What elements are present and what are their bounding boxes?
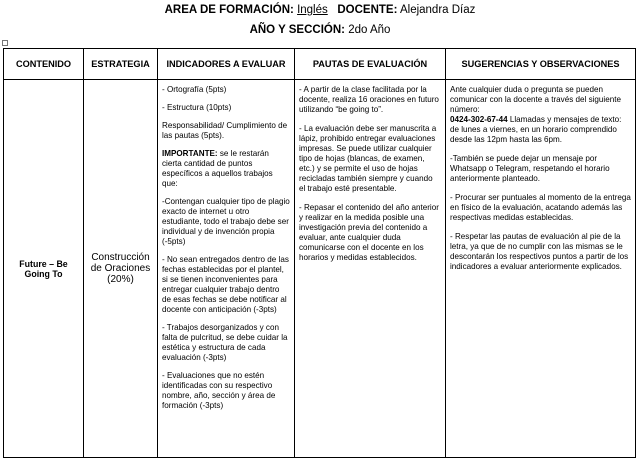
sugerencia-puntuales: - Procurar ser puntuales al momento de la entrega en físico de la evaluación, acatando además las respectivas medidas establecidas. — [450, 193, 631, 222]
indicador-ortografia: - Ortografía (5pts) — [162, 85, 227, 94]
indicador-desorganizados: - Trabajos desorganizados y con falta de pulcritud, se debe cuidar la estética y estructura de cada evaluación (-3pts) — [162, 323, 288, 362]
importante-label: IMPORTANTE: — [162, 149, 218, 158]
sugerencia-mensajes: -También se puede dejar un mensaje por Whatsapp o Telegram, respetando el horario anteriormente planteado. — [450, 154, 610, 183]
sugerencia-intro: Ante cualquier duda o pregunta se pueden comunicar con la docente a través del siguiente número: — [450, 85, 621, 114]
indicador-estructura: - Estructura (10pts) — [162, 103, 232, 112]
area-label: AREA DE FORMACIÓN: — [164, 4, 294, 16]
col-header-indicadores: INDICADORES A EVALUAR — [158, 49, 295, 80]
evaluation-table — [3, 48, 636, 458]
col-header-contenido: CONTENIDO — [4, 49, 84, 80]
col-header-sugerencias: SUGERENCIAS Y OBSERVACIONES — [446, 49, 636, 80]
indicador-fechas: - No sean entregados dentro de las fechas establecidas por el plantel, si se tienen inconvenientes para entregar cualquier trabajo dentro de esas fechas se debe notificar al docente con anticipación (-3pts) — [162, 255, 289, 314]
sugerencias-cell — [446, 80, 636, 458]
header-line-anio — [0, 24, 640, 36]
estrategia-name: Construcción de Oraciones — [90, 252, 151, 274]
estrategia-weight: (20%) — [107, 274, 134, 285]
docente-label: DOCENTE: — [337, 4, 398, 16]
pauta-item: - Repasar el contenido del año anterior y realizar en la medida posible una investigación previa del contenido a evaluar, ante cualquier duda comunicarse con el docente en los horarios y medidas establecidos. — [299, 203, 439, 262]
col-header-pautas: PAUTAS DE EVALUACIÓN — [295, 49, 446, 80]
importante-text: se le restarán cierta cantidad de puntos específicos a aquellos trabajos que: — [162, 149, 273, 188]
sugerencia-respetar: - Respetar las pautas de evaluación al pie de la letra, ya que de no cumplir con las mismas se le descontarán los respectivos puntos a partir de los indicadores a evaluar anteriormente explicados. — [450, 232, 629, 271]
col-header-estrategia: ESTRATEGIA — [84, 49, 158, 80]
phone-number: 0424-302-67-44 — [450, 115, 508, 124]
estrategia-cell — [84, 80, 158, 458]
table-row — [4, 80, 636, 458]
pauta-item: - La evaluación debe ser manuscrita a lápiz, prohibido entregar evaluaciones impresas. Se puede utilizar cualquier tipo de hojas (blancas, de examen, etc.) y se permite el uso de hojas recicladas también siempre y cuando el trabajo esté presentable. — [299, 124, 437, 193]
indicadores-cell — [158, 80, 295, 458]
indicador-plagio: -Contengan cualquier tipo de plagio exacto de internet u otro estudiante, todo el trabajo debe ser individual y de invención propia (-5pts) — [162, 197, 290, 246]
header-line-area-docente — [0, 4, 640, 16]
anio-label: AÑO Y SECCIÓN: — [249, 24, 345, 36]
pautas-cell — [295, 80, 446, 458]
docente-value: Alejandra Díaz — [399, 4, 476, 16]
area-value: Inglés — [297, 4, 328, 16]
sugerencia-horario: Llamadas y mensajes de texto: de lunes a viernes, en un horario comprendido desde las 12pm hasta las 6pm. — [450, 115, 622, 144]
indicador-importante — [162, 149, 290, 189]
contenido-cell: Future – Be Going To — [4, 80, 84, 458]
indicador-identificadas: - Evaluaciones que no estén identificadas con su respectivo nombre, año, sección y área de formación (-3pts) — [162, 371, 276, 410]
pauta-item: - A partir de la clase facilitada por la docente, realiza 16 oraciones en futuro utilizando “be going to”. — [299, 85, 439, 114]
anio-value: 2do Año — [348, 24, 391, 36]
indicador-responsabilidad: Responsabilidad/ Cumplimiento de las pautas (5pts). — [162, 121, 288, 140]
table-header-row — [4, 49, 636, 80]
sugerencia-contacto — [450, 85, 631, 145]
table-move-handle-icon[interactable] — [2, 40, 8, 46]
